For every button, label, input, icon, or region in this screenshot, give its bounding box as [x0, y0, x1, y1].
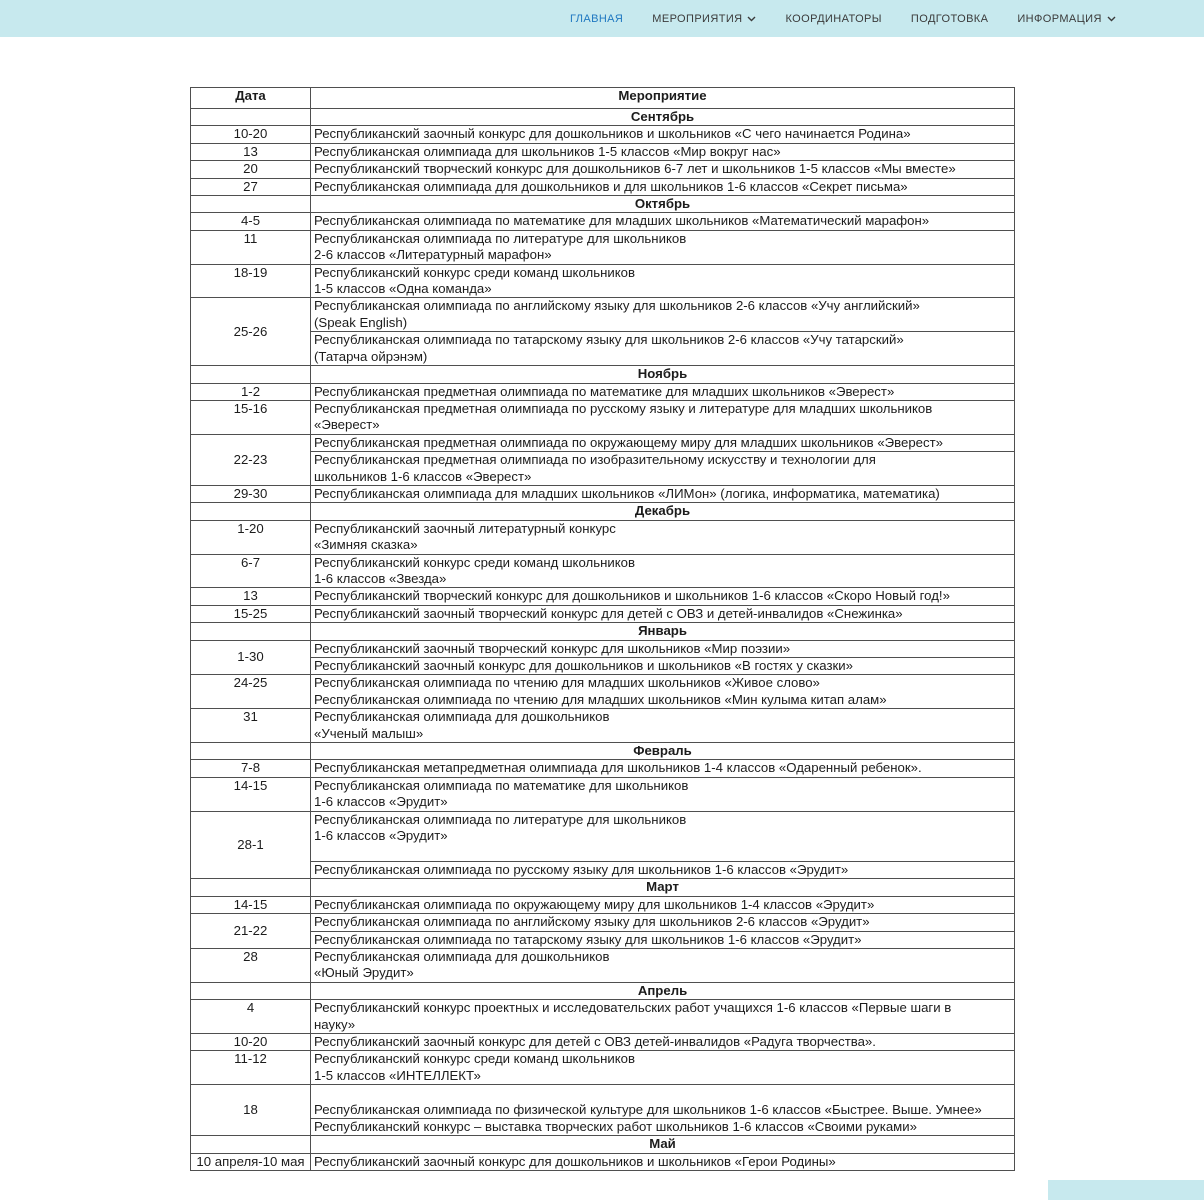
- date-cell: 10-20: [191, 126, 311, 143]
- date-cell: 22-23: [191, 434, 311, 485]
- date-cell-empty: [191, 1136, 311, 1153]
- event-cell: [311, 760, 1015, 777]
- column-header-event: Мероприятие: [311, 88, 1015, 109]
- date-cell: 25-26: [191, 298, 311, 366]
- event-text-line: «Юный Эрудит»: [314, 965, 414, 981]
- event-text-line: Республиканский заочный конкурс для детей с ОВЗ детей-инвалидов «Радуга творчества».: [314, 1033, 876, 1049]
- date-cell-empty: [191, 743, 311, 760]
- event-text-line: Республиканский конкурс среди команд школьников: [314, 264, 635, 280]
- date-cell: 28-1: [191, 811, 311, 879]
- event-row: [191, 1153, 1015, 1170]
- event-cell: [311, 931, 1015, 948]
- event-row: [191, 264, 1015, 298]
- event-text-line: Республиканский конкурс – выставка творческих работ школьников 1-6 классов «Своими руками»: [314, 1118, 917, 1134]
- date-cell: 11: [191, 230, 311, 264]
- event-row: [191, 709, 1015, 743]
- nav-item-events[interactable]: [652, 13, 756, 25]
- events-table-body: [191, 109, 1015, 1171]
- date-cell: 24-25: [191, 675, 311, 709]
- month-label: Декабрь: [311, 503, 1015, 520]
- month-row: [191, 623, 1015, 640]
- event-cell: [311, 520, 1015, 554]
- event-text-line: Республиканская олимпиада по литературе для школьников: [314, 811, 687, 827]
- event-cell: [311, 143, 1015, 160]
- date-cell: 4: [191, 1000, 311, 1034]
- date-cell: 13: [191, 143, 311, 160]
- event-cell: [311, 1051, 1015, 1085]
- date-cell: 15-16: [191, 400, 311, 434]
- event-cell: [311, 332, 1015, 366]
- nav-item-label: МЕРОПРИЯТИЯ: [652, 12, 743, 25]
- event-cell: [311, 658, 1015, 675]
- event-row: [191, 605, 1015, 622]
- event-row: [191, 658, 1015, 675]
- top-navigation: [0, 0, 1204, 37]
- event-cell: [311, 126, 1015, 143]
- event-cell: [311, 1033, 1015, 1050]
- event-text-line: Республиканская метапредметная олимпиада для школьников 1-4 классов «Одаренный ребенок».: [314, 760, 922, 776]
- event-cell: [311, 383, 1015, 400]
- event-row: [191, 861, 1015, 878]
- event-cell: [311, 811, 1015, 861]
- nav-item-label: ПОДГОТОВКА: [910, 12, 989, 25]
- table-header-row: [191, 88, 1015, 109]
- event-row: [191, 230, 1015, 264]
- date-cell: 13: [191, 588, 311, 605]
- date-cell: 15-25: [191, 605, 311, 622]
- event-text-line: Республиканская олимпиада по татарскому языку для школьников 1-6 классов «Эрудит»: [314, 931, 862, 947]
- event-row: [191, 760, 1015, 777]
- event-text-line: Республиканская олимпиада по литературе для школьников: [314, 230, 687, 246]
- chevron-down-icon: [1107, 16, 1116, 22]
- event-cell: [311, 161, 1015, 178]
- date-cell: 20: [191, 161, 311, 178]
- event-text-line: Республиканская олимпиада для дошкольников: [314, 948, 610, 964]
- footer-strip: [1048, 1180, 1204, 1200]
- month-label: Февраль: [311, 743, 1015, 760]
- nav-item-coordinators[interactable]: [785, 13, 881, 25]
- event-text-line: Республиканская олимпиада по окружающему миру для школьников 1-4 классов «Эрудит»: [314, 896, 875, 912]
- month-label: Январь: [311, 623, 1015, 640]
- event-cell: [311, 709, 1015, 743]
- event-cell: [311, 675, 1015, 709]
- month-label: Сентябрь: [311, 109, 1015, 126]
- event-cell: [311, 400, 1015, 434]
- event-cell: [311, 896, 1015, 913]
- event-row: [191, 485, 1015, 502]
- event-text-line: 1-5 классов «ИНТЕЛЛЕКТ»: [314, 1067, 481, 1083]
- event-text-line: «Ученый малыш»: [314, 725, 424, 741]
- date-cell: 7-8: [191, 760, 311, 777]
- date-cell-empty: [191, 196, 311, 213]
- date-cell: 10-20: [191, 1033, 311, 1050]
- event-cell: [311, 1000, 1015, 1034]
- event-row: [191, 554, 1015, 588]
- event-text-line: Республиканская олимпиада для дошкольников и для школьников 1-6 классов «Секрет письма»: [314, 178, 908, 194]
- date-cell: 27: [191, 178, 311, 195]
- events-calendar: [190, 87, 1015, 1171]
- event-text-line: Республиканская олимпиада по чтению для младших школьников «Мин кулыма китап алам»: [314, 691, 887, 707]
- event-cell: [311, 1118, 1015, 1135]
- event-text-line: Республиканская олимпиада по русскому языку для школьников 1-6 классов «Эрудит»: [314, 861, 849, 877]
- event-text-line: 1-6 классов «Эрудит»: [314, 794, 448, 810]
- event-text-line: Республиканская олимпиада по физической культуре для школьников 1-6 классов «Быстрее. Выше. Умнее»: [314, 1101, 982, 1117]
- event-row: [191, 383, 1015, 400]
- date-cell-empty: [191, 366, 311, 383]
- column-header-date: Дата: [191, 88, 311, 109]
- event-text-line: Республиканский заочный конкурс для дошкольников и школьников «В гостях у сказки»: [314, 658, 853, 673]
- date-cell: 28: [191, 948, 311, 982]
- event-text-line: (Татарча ойрэнэм): [314, 348, 428, 364]
- date-cell: 1-30: [191, 640, 311, 675]
- event-row: [191, 1051, 1015, 1085]
- date-cell: 18-19: [191, 264, 311, 298]
- event-text-line: Республиканский заочный творческий конкурс для детей с ОВЗ и детей-инвалидов «Снежинка»: [314, 605, 903, 621]
- event-cell: [311, 777, 1015, 811]
- month-row: [191, 503, 1015, 520]
- event-row: [191, 777, 1015, 811]
- event-text-line: Республиканский заочный конкурс для дошкольников и школьников «С чего начинается Родина»: [314, 126, 911, 142]
- nav-item-label: ИНФОРМАЦИЯ: [1017, 12, 1102, 25]
- event-row: [191, 298, 1015, 332]
- month-row: [191, 196, 1015, 213]
- event-text-line: 1-5 классов «Одна команда»: [314, 281, 492, 297]
- event-row: [191, 914, 1015, 931]
- event-cell: [311, 948, 1015, 982]
- event-text-line: Республиканский конкурс среди команд школьников: [314, 554, 635, 570]
- event-cell: [311, 861, 1015, 878]
- event-cell: [311, 298, 1015, 332]
- event-text-line: [314, 1085, 1011, 1101]
- event-text-line: Республиканская олимпиада по чтению для младших школьников «Живое слово»: [314, 675, 820, 691]
- event-row: [191, 400, 1015, 434]
- month-label: Март: [311, 879, 1015, 896]
- date-cell: 10 апреля-10 мая: [191, 1153, 311, 1170]
- event-cell: [311, 1085, 1015, 1119]
- event-cell: [311, 914, 1015, 931]
- event-text-line: 1-6 классов «Звезда»: [314, 570, 447, 586]
- event-text-line: науку»: [314, 1016, 356, 1032]
- event-text-line: 2-6 классов «Литературный марафон»: [314, 247, 552, 263]
- event-cell: [311, 213, 1015, 230]
- event-row: [191, 452, 1015, 486]
- event-text-line: Республиканская олимпиада по английскому языку для школьников 2-6 классов «Учу английский»: [314, 298, 920, 314]
- nav-item-label: КООРДИНАТОРЫ: [785, 12, 882, 25]
- date-cell: 1-2: [191, 383, 311, 400]
- event-text-line: Республиканская олимпиада по математике для школьников: [314, 777, 689, 793]
- event-text-line: Республиканская предметная олимпиада по окружающему миру для младших школьников «Эверест»: [314, 434, 943, 450]
- event-text-line: Республиканская олимпиада по татарскому языку для школьников 2-6 классов «Учу татарский»: [314, 332, 904, 348]
- date-cell-empty: [191, 982, 311, 999]
- event-cell: [311, 554, 1015, 588]
- event-text-line: «Эверест»: [314, 417, 380, 433]
- event-row: [191, 1085, 1015, 1119]
- event-text-line: Республиканская олимпиада для младших школьников «ЛИМон» (логика, информатика, математика): [314, 485, 940, 501]
- event-row: [191, 434, 1015, 451]
- event-row: [191, 811, 1015, 861]
- event-text-line: Республиканская олимпиада по математике для младших школьников «Математический марафон»: [314, 213, 930, 229]
- event-row: [191, 1033, 1015, 1050]
- event-row: [191, 931, 1015, 948]
- event-row: [191, 1118, 1015, 1135]
- event-cell: [311, 230, 1015, 264]
- event-text-line: «Зимняя сказка»: [314, 537, 418, 553]
- event-text-line: школьников 1-6 классов «Эверест»: [314, 468, 532, 484]
- date-cell-empty: [191, 109, 311, 126]
- month-label: Ноябрь: [311, 366, 1015, 383]
- date-cell: 21-22: [191, 914, 311, 949]
- event-cell: [311, 264, 1015, 298]
- event-cell: [311, 1153, 1015, 1170]
- event-cell: [311, 588, 1015, 605]
- event-text-line: Республиканская олимпиада по английскому языку для школьников 2-6 классов «Эрудит»: [314, 914, 870, 930]
- event-cell: [311, 434, 1015, 451]
- event-text-line: 1-6 классов «Эрудит»: [314, 828, 448, 844]
- event-text-line: Республиканская олимпиада для школьников 1-5 классов «Мир вокруг нас»: [314, 143, 781, 159]
- event-text-line: Республиканский заочный творческий конкурс для школьников «Мир поэзии»: [314, 640, 791, 656]
- month-row: [191, 743, 1015, 760]
- nav-item-home[interactable]: [570, 13, 623, 25]
- date-cell: 31: [191, 709, 311, 743]
- date-cell: 29-30: [191, 485, 311, 502]
- event-row: [191, 675, 1015, 709]
- event-cell: [311, 178, 1015, 195]
- month-label: Апрель: [311, 982, 1015, 999]
- event-text-line: Республиканская предметная олимпиада по изобразительному искусству и технологии для: [314, 452, 876, 468]
- event-row: [191, 896, 1015, 913]
- event-row: [191, 640, 1015, 657]
- date-cell: 18: [191, 1085, 311, 1136]
- month-row: [191, 982, 1015, 999]
- date-cell: 14-15: [191, 896, 311, 913]
- event-row: [191, 126, 1015, 143]
- event-row: [191, 520, 1015, 554]
- event-row: [191, 178, 1015, 195]
- date-cell: 6-7: [191, 554, 311, 588]
- month-label: Май: [311, 1136, 1015, 1153]
- event-text-line: Республиканский заочный литературный конкурс: [314, 520, 616, 536]
- event-text-line: [314, 844, 1011, 860]
- date-cell: 4-5: [191, 213, 311, 230]
- event-row: [191, 213, 1015, 230]
- event-text-line: (Speak English): [314, 314, 408, 330]
- event-cell: [311, 452, 1015, 486]
- event-row: [191, 161, 1015, 178]
- event-cell: [311, 485, 1015, 502]
- event-text-line: Республиканская предметная олимпиада по математике для младших школьников «Эверест»: [314, 383, 895, 399]
- event-text-line: Республиканская предметная олимпиада по русскому языку и литературе для младших школьников: [314, 400, 933, 416]
- nav-item-preparation[interactable]: [911, 13, 988, 25]
- event-text-line: Республиканский конкурс среди команд школьников: [314, 1051, 635, 1067]
- event-text-line: Республиканский конкурс проектных и исследовательских работ учащихся 1-6 классов «Первые шаги в: [314, 1000, 952, 1016]
- chevron-down-icon: [747, 16, 756, 22]
- month-row: [191, 366, 1015, 383]
- month-row: [191, 109, 1015, 126]
- nav-item-label: ГЛАВНАЯ: [570, 12, 624, 25]
- date-cell-empty: [191, 503, 311, 520]
- month-row: [191, 1136, 1015, 1153]
- month-label: Октябрь: [311, 196, 1015, 213]
- event-text-line: Республиканский заочный конкурс для дошкольников и школьников «Герои Родины»: [314, 1153, 836, 1169]
- date-cell-empty: [191, 879, 311, 896]
- date-cell: 1-20: [191, 520, 311, 554]
- date-cell-empty: [191, 623, 311, 640]
- month-row: [191, 879, 1015, 896]
- event-cell: [311, 640, 1015, 657]
- event-cell: [311, 605, 1015, 622]
- event-text-line: Республиканский творческий конкурс для дошкольников и школьников 1-6 классов «Скоро Новый год!»: [314, 588, 950, 604]
- event-row: [191, 1000, 1015, 1034]
- date-cell: 11-12: [191, 1051, 311, 1085]
- event-row: [191, 332, 1015, 366]
- event-text-line: Республиканская олимпиада для дошкольников: [314, 709, 610, 725]
- event-row: [191, 948, 1015, 982]
- event-row: [191, 588, 1015, 605]
- event-row: [191, 143, 1015, 160]
- events-table: [190, 87, 1015, 1171]
- nav-menu: [0, 0, 1204, 37]
- nav-item-information[interactable]: [1017, 13, 1115, 25]
- date-cell: 14-15: [191, 777, 311, 811]
- event-text-line: Республиканский творческий конкурс для дошкольников 6-7 лет и школьников 1-5 классов «Мы вместе»: [314, 161, 956, 177]
